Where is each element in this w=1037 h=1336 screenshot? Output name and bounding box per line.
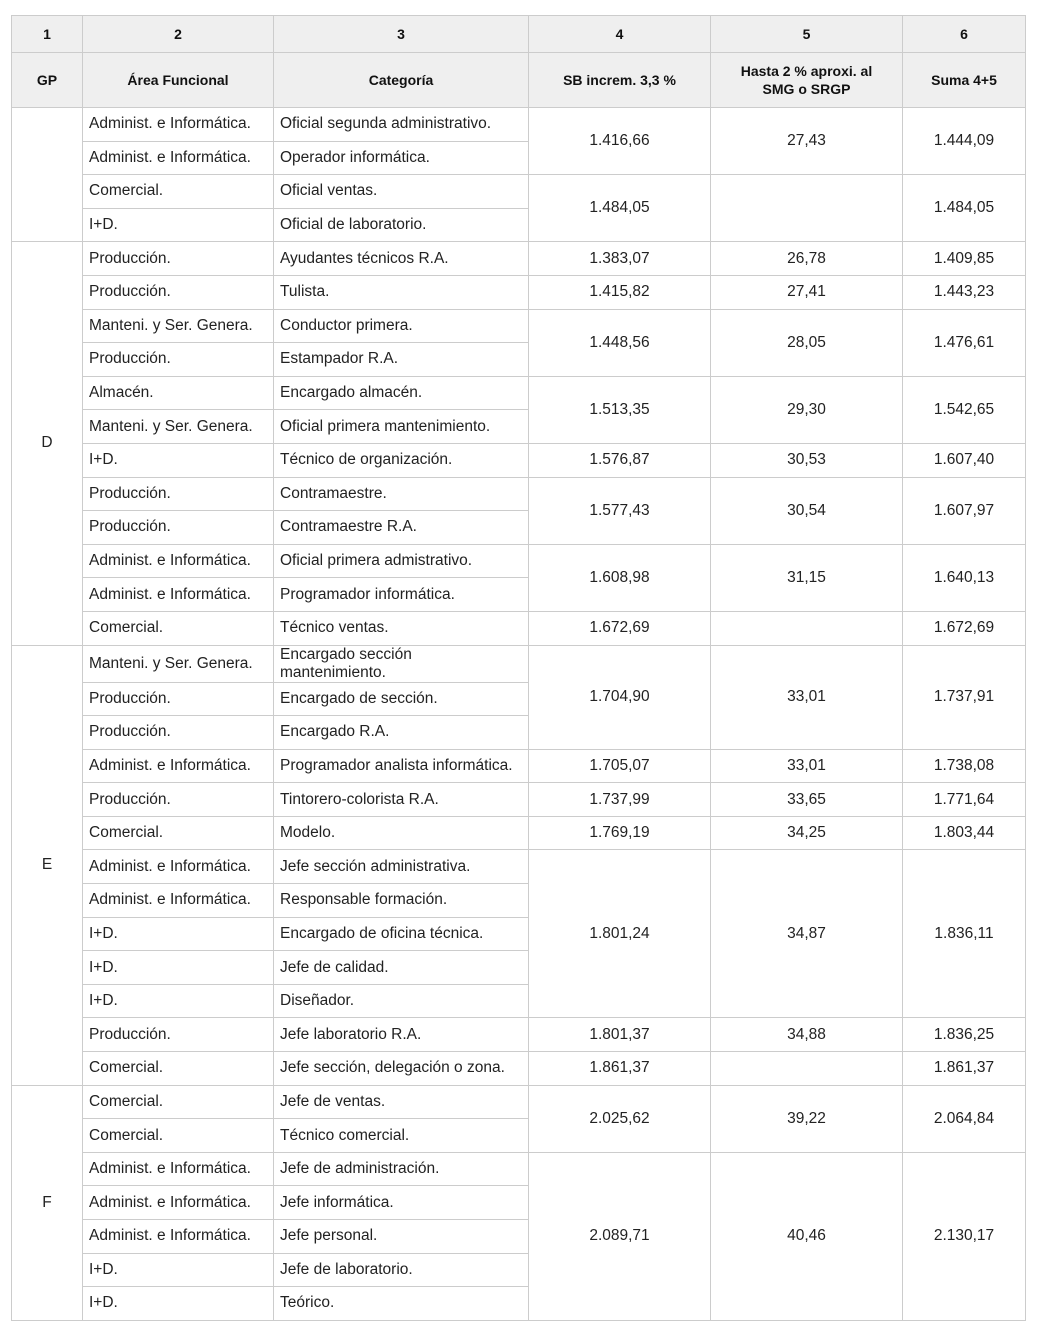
hasta-cell: 34,88: [711, 1018, 903, 1052]
column-header-hasta: Hasta 2 % aproxi. al SMG o SRGP: [711, 53, 903, 108]
area-cell: I+D.: [83, 1253, 274, 1287]
table-row: [12, 544, 1026, 578]
sb-cell: 2.025,62: [529, 1085, 711, 1152]
table-row: [12, 175, 1026, 209]
area-cell: Administ. e Informática.: [83, 1152, 274, 1186]
hasta-cell: 33,65: [711, 783, 903, 817]
suma-cell: 1.861,37: [903, 1052, 1026, 1086]
table-row: [12, 645, 1026, 682]
categoria-cell: Programador informática.: [274, 578, 529, 612]
column-header-categoria: Categoría: [274, 53, 529, 108]
suma-cell: 2.064,84: [903, 1085, 1026, 1152]
area-cell: Producción.: [83, 242, 274, 276]
area-cell: Administ. e Informática.: [83, 1220, 274, 1254]
sb-cell: 1.672,69: [529, 611, 711, 645]
sb-cell: 1.705,07: [529, 749, 711, 783]
categoria-cell: Tulista.: [274, 275, 529, 309]
sb-cell: 1.513,35: [529, 376, 711, 443]
categoria-cell: Jefe informática.: [274, 1186, 529, 1220]
table-row: [12, 275, 1026, 309]
hasta-cell: 40,46: [711, 1152, 903, 1320]
categoria-cell: Modelo.: [274, 816, 529, 850]
sb-cell: 1.801,37: [529, 1018, 711, 1052]
categoria-cell: Operador informática.: [274, 141, 529, 175]
categoria-cell: Estampador R.A.: [274, 343, 529, 377]
categoria-cell: Ayudantes técnicos R.A.: [274, 242, 529, 276]
column-header-sb: SB increm. 3,3 %: [529, 53, 711, 108]
sb-cell: 1.484,05: [529, 175, 711, 242]
categoria-cell: Técnico ventas.: [274, 611, 529, 645]
area-cell: I+D.: [83, 208, 274, 242]
area-cell: Manteni. y Ser. Genera.: [83, 410, 274, 444]
column-header-gp: GP: [12, 53, 83, 108]
suma-cell: 2.130,17: [903, 1152, 1026, 1320]
area-cell: Comercial.: [83, 1119, 274, 1153]
table-row: [12, 376, 1026, 410]
area-cell: Comercial.: [83, 816, 274, 850]
suma-cell: 1.836,11: [903, 850, 1026, 1018]
area-cell: Administ. e Informática.: [83, 108, 274, 142]
area-cell: I+D.: [83, 443, 274, 477]
gp-cell: E: [12, 645, 83, 1085]
hasta-cell: 34,87: [711, 850, 903, 1018]
table-row: [12, 1018, 1026, 1052]
hasta-cell: [711, 175, 903, 242]
sb-cell: 2.089,71: [529, 1152, 711, 1320]
hasta-cell: 27,41: [711, 275, 903, 309]
sb-cell: 1.415,82: [529, 275, 711, 309]
suma-cell: 1.737,91: [903, 645, 1026, 749]
table-row: [12, 783, 1026, 817]
categoria-cell: Oficial ventas.: [274, 175, 529, 209]
categoria-cell: Tintorero-colorista R.A.: [274, 783, 529, 817]
table-row: [12, 242, 1026, 276]
categoria-cell: Responsable formación.: [274, 884, 529, 918]
categoria-cell: Encargado de oficina técnica.: [274, 917, 529, 951]
table-row: [12, 1052, 1026, 1086]
table-row: [12, 1085, 1026, 1119]
suma-cell: 1.444,09: [903, 108, 1026, 175]
sb-cell: 1.448,56: [529, 309, 711, 376]
categoria-cell: Oficial segunda administrativo.: [274, 108, 529, 142]
column-header-suma: Suma 4+5: [903, 53, 1026, 108]
hasta-cell: [711, 1052, 903, 1086]
gp-cell: F: [12, 1085, 83, 1320]
categoria-cell: Encargado sección mantenimiento.: [274, 645, 529, 682]
area-cell: Manteni. y Ser. Genera.: [83, 309, 274, 343]
suma-cell: 1.640,13: [903, 544, 1026, 611]
sb-cell: 1.416,66: [529, 108, 711, 175]
sb-cell: 1.383,07: [529, 242, 711, 276]
area-cell: Administ. e Informática.: [83, 1186, 274, 1220]
table-body: [12, 108, 1026, 1321]
table-row: [12, 309, 1026, 343]
column-number-row: [12, 16, 1026, 53]
hasta-cell: 33,01: [711, 645, 903, 749]
area-cell: Producción.: [83, 1018, 274, 1052]
area-cell: Producción.: [83, 783, 274, 817]
sb-cell: 1.704,90: [529, 645, 711, 749]
suma-cell: 1.738,08: [903, 749, 1026, 783]
area-cell: I+D.: [83, 951, 274, 985]
table-row: [12, 816, 1026, 850]
table-row: [12, 477, 1026, 511]
area-cell: Administ. e Informática.: [83, 544, 274, 578]
categoria-cell: Jefe personal.: [274, 1220, 529, 1254]
categoria-cell: Teórico.: [274, 1287, 529, 1321]
area-cell: Administ. e Informática.: [83, 578, 274, 612]
suma-cell: 1.484,05: [903, 175, 1026, 242]
hasta-cell: 26,78: [711, 242, 903, 276]
hasta-cell: 31,15: [711, 544, 903, 611]
column-header-row: [12, 53, 1026, 108]
area-cell: Comercial.: [83, 175, 274, 209]
area-cell: Producción.: [83, 343, 274, 377]
suma-cell: 1.542,65: [903, 376, 1026, 443]
column-number: 6: [903, 16, 1026, 53]
area-cell: Producción.: [83, 275, 274, 309]
area-cell: Producción.: [83, 511, 274, 545]
table-row: [12, 611, 1026, 645]
area-cell: Administ. e Informática.: [83, 749, 274, 783]
categoria-cell: Programador analista informática.: [274, 749, 529, 783]
suma-cell: 1.803,44: [903, 816, 1026, 850]
column-header-area: Área Funcional: [83, 53, 274, 108]
categoria-cell: Encargado R.A.: [274, 716, 529, 750]
area-cell: I+D.: [83, 917, 274, 951]
categoria-cell: Jefe de administración.: [274, 1152, 529, 1186]
categoria-cell: Jefe de calidad.: [274, 951, 529, 985]
table-row: [12, 1152, 1026, 1186]
categoria-cell: Contramaestre.: [274, 477, 529, 511]
suma-cell: 1.607,40: [903, 443, 1026, 477]
area-cell: I+D.: [83, 1287, 274, 1321]
categoria-cell: Jefe de ventas.: [274, 1085, 529, 1119]
gp-cell: [12, 108, 83, 242]
column-number: 4: [529, 16, 711, 53]
area-cell: Comercial.: [83, 1085, 274, 1119]
sb-cell: 1.737,99: [529, 783, 711, 817]
sb-cell: 1.577,43: [529, 477, 711, 544]
salary-table: [11, 15, 1026, 1321]
hasta-cell: 34,25: [711, 816, 903, 850]
area-cell: Administ. e Informática.: [83, 850, 274, 884]
gp-cell: D: [12, 242, 83, 645]
sb-cell: 1.608,98: [529, 544, 711, 611]
table-row: [12, 749, 1026, 783]
hasta-cell: 29,30: [711, 376, 903, 443]
column-number: 2: [83, 16, 274, 53]
suma-cell: 1.836,25: [903, 1018, 1026, 1052]
categoria-cell: Oficial primera admistrativo.: [274, 544, 529, 578]
area-cell: Producción.: [83, 682, 274, 716]
categoria-cell: Encargado de sección.: [274, 682, 529, 716]
area-cell: Producción.: [83, 716, 274, 750]
hasta-cell: 33,01: [711, 749, 903, 783]
hasta-cell: 30,54: [711, 477, 903, 544]
categoria-cell: Jefe sección administrativa.: [274, 850, 529, 884]
hasta-cell: [711, 611, 903, 645]
sb-cell: 1.769,19: [529, 816, 711, 850]
sb-cell: 1.801,24: [529, 850, 711, 1018]
suma-cell: 1.409,85: [903, 242, 1026, 276]
hasta-cell: 27,43: [711, 108, 903, 175]
table-row: [12, 850, 1026, 884]
column-number: 3: [274, 16, 529, 53]
categoria-cell: Jefe sección, delegación o zona.: [274, 1052, 529, 1086]
area-cell: Comercial.: [83, 1052, 274, 1086]
hasta-cell: 39,22: [711, 1085, 903, 1152]
suma-cell: 1.443,23: [903, 275, 1026, 309]
area-cell: Producción.: [83, 477, 274, 511]
suma-cell: 1.771,64: [903, 783, 1026, 817]
suma-cell: 1.672,69: [903, 611, 1026, 645]
categoria-cell: Oficial primera mantenimiento.: [274, 410, 529, 444]
column-number: 1: [12, 16, 83, 53]
categoria-cell: Encargado almacén.: [274, 376, 529, 410]
categoria-cell: Oficial de laboratorio.: [274, 208, 529, 242]
area-cell: Almacén.: [83, 376, 274, 410]
categoria-cell: Conductor primera.: [274, 309, 529, 343]
sb-cell: 1.576,87: [529, 443, 711, 477]
column-number: 5: [711, 16, 903, 53]
categoria-cell: Jefe de laboratorio.: [274, 1253, 529, 1287]
categoria-cell: Diseñador.: [274, 984, 529, 1018]
categoria-cell: Técnico comercial.: [274, 1119, 529, 1153]
table-row: [12, 108, 1026, 142]
suma-cell: 1.607,97: [903, 477, 1026, 544]
sb-cell: 1.861,37: [529, 1052, 711, 1086]
categoria-cell: Jefe laboratorio R.A.: [274, 1018, 529, 1052]
suma-cell: 1.476,61: [903, 309, 1026, 376]
hasta-cell: 28,05: [711, 309, 903, 376]
table-row: [12, 443, 1026, 477]
area-cell: I+D.: [83, 984, 274, 1018]
area-cell: Administ. e Informática.: [83, 141, 274, 175]
categoria-cell: Técnico de organización.: [274, 443, 529, 477]
area-cell: Comercial.: [83, 611, 274, 645]
area-cell: Administ. e Informática.: [83, 884, 274, 918]
hasta-cell: 30,53: [711, 443, 903, 477]
area-cell: Manteni. y Ser. Genera.: [83, 645, 274, 682]
categoria-cell: Contramaestre R.A.: [274, 511, 529, 545]
